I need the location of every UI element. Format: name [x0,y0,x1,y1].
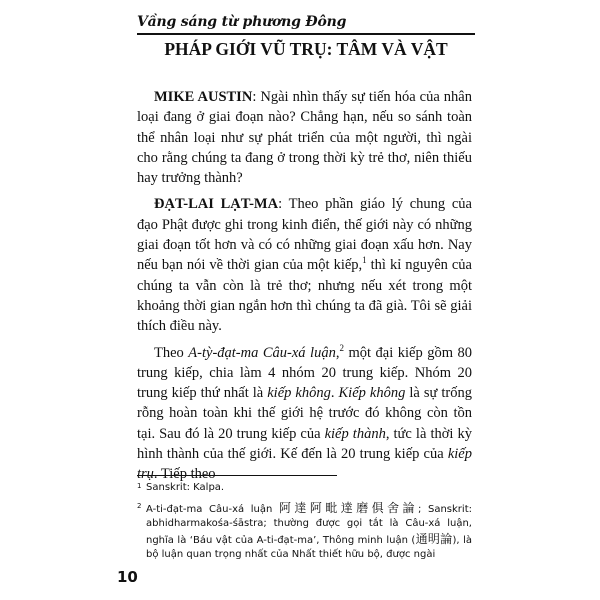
footnote-divider [137,475,337,476]
text-run: , tức là thời kỳ hình thành của thế giới. Kế đến là 20 trung kiếp của [137,425,472,463]
italic-term: Kiếp không [338,385,406,402]
page-number: 10 [117,568,138,586]
footnote-mark: 1 [137,482,142,490]
book-page [117,0,475,600]
footnote-ref[interactable]: 2 [339,342,344,353]
footnote-text: ; Sanskrit: abhidharmakośa-śāstra; thường được gọi tắt là Câu-xá luận, nghĩa là ‘Báu vật của A-ti-đạt-ma’, Thông minh luận ( [146,503,472,546]
italic-term: kiếp không [267,385,331,402]
speaker-name: MIKE AUSTIN [154,89,253,105]
footnote-2 [137,501,472,563]
paragraph-mike-austin [137,87,472,188]
footnote-1 [137,481,472,496]
chinese-title: 阿達阿毗達磨俱舍論 [278,500,418,515]
text-run: . [330,385,339,402]
footnote-text: ), là bộ luận quan trọng nhất của Nhất thiết hữu bộ, được ngài [146,534,472,560]
chinese-title: 通明論 [415,531,453,546]
paragraph-text: : Theo phần giáo lý chung của đạo Phật được ghi trong kinh điển, thế giới này có những giai đoạn tốt hơn và có có những giai đoạn xấu hơn. Nay nếu bạn nói về thời gian của một kiếp, [137,196,472,274]
italic-term: kiếp trụ [137,446,472,483]
footnote-text: A-ti-đạt-ma Câu-xá luận [146,503,279,515]
speaker-name: ĐẠT-LAI LẠT-MA [154,196,279,213]
footnote-ref[interactable]: 1 [362,255,367,266]
italic-term: kiếp thành [324,425,386,442]
body-text [137,87,472,485]
text-run: . Tiếp theo [153,466,216,483]
paragraph-dalai-lama [137,194,472,336]
chapter-title: PHÁP GIỚI VŨ TRỤ: TÂM VÀ VẬT [164,39,448,59]
text-run: là sự trống rỗng hoàn toàn khi thế giới hệ trước đó không còn tồn tại. Sau đó là 20 trung kiếp của [137,385,472,442]
running-head: Vầng sáng từ phương Đông [137,13,475,35]
footnote-text: Sanskrit: Kalpa. [146,482,225,493]
paragraph-text: : Ngài nhìn thấy sự tiến hóa của nhân loại đang ở giai đoạn nào? Chẳng hạn, nếu so sánh toàn thể nhân loại như sự phát triển của một người, thì ngài cho rằng chúng ta đang ở trong thời kỳ trẻ thơ, niên thiếu hay trưởng thành? [137,89,472,187]
footnote-mark: 2 [137,501,142,510]
italic-term: A-tỳ-đạt-ma Câu-xá luận [188,344,336,361]
paragraph-kalpa: Theo A-tỳ-đạt-ma Câu-xá luận,$^2$ một đại kiếp gồm 80 trung kiếp, chia làm 4 nhóm 20 trung kiếp. Nhóm 20 trung kiếp thứ nhất là kiếp không. Kiếp không là sự trống rỗng hoàn toàn khi thế giới hệ trước đó không còn tồn tại. Sau đó là 20 trung kiếp của kiếp thành, tức là thời kỳ hình thành của thế giới. Kế đến là 20 trung kiếp của kiếp trụ. Tiếp theo [137,342,472,483]
footnotes [137,481,472,563]
paragraph-text: thì kỉ nguyên của chúng ta vẫn còn là trẻ thơ; nhưng nếu xét trong một khoảng thời gian ngắn hơn thì chúng ta đã già. Tôi sẽ giải thích điều này. [137,257,472,335]
text-run: một đại kiếp gồm 80 trung kiếp, chia làm 4 nhóm 20 trung kiếp. Nhóm 20 trung kiếp thứ nhất là [137,344,472,402]
text-run: Theo [154,344,189,361]
